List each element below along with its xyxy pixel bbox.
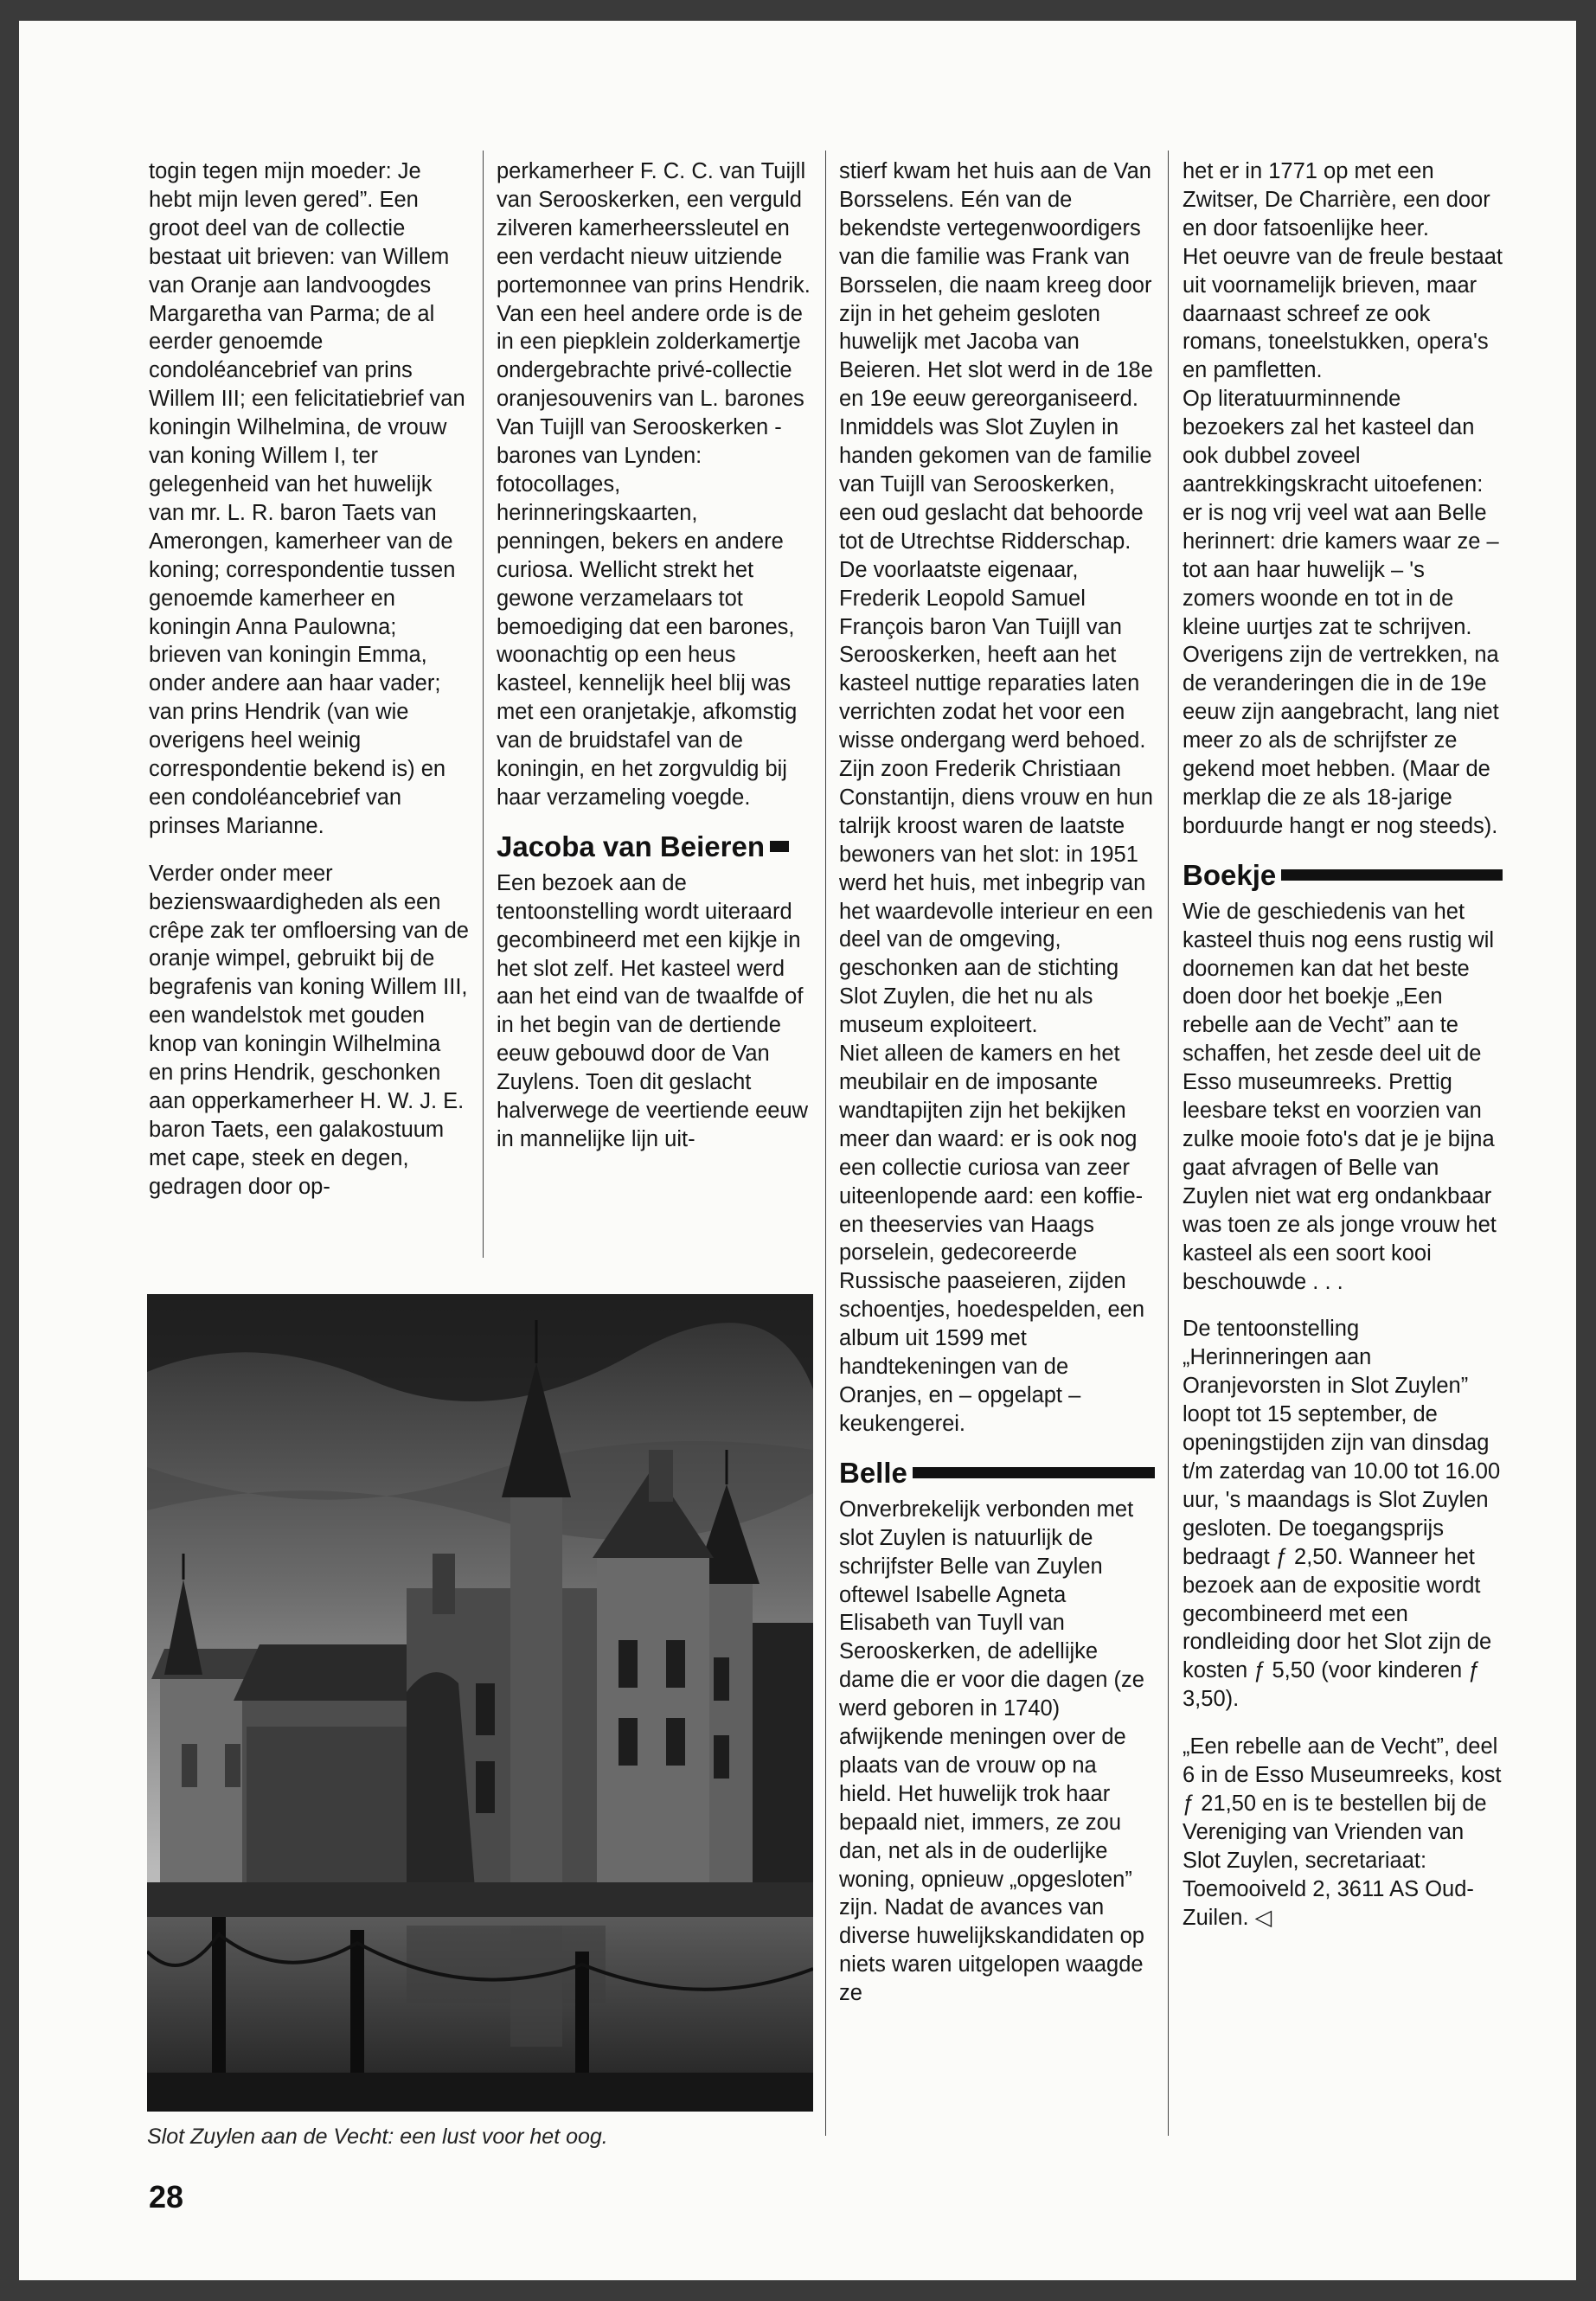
paragraph: Van een heel andere orde is de in een piepklein zolderkamertje ondergebrachte privé-collectie oranjesouvenirs van L. barones Van Tuijll van Serooskerken - barones van Lynden: fotocollages, herinneringskaarten, penningen, bekers en andere curiosa. Wellicht strekt het gewone verzamelaars tot bemoediging dat een barones, woonachtig op een heus kasteel, kennelijk heel blij was met een oranjetakje, afkomstig van de bruidstafel van de koningin, en het zorgvuldig bij haar verzameling voegde.	[497, 301, 804, 810]
page-number: 28	[149, 2179, 184, 2214]
section-heading	[1183, 858, 1503, 893]
paragraph: Het oeuvre van de freule bestaat uit voornamelijk brieven, maar daarnaast schreef ze ook romans, toneelstukken, opera's en pamfletten.	[1183, 244, 1503, 383]
column-2	[497, 157, 812, 1154]
section-heading	[839, 1456, 1155, 1490]
paragraph: Een bezoek aan de tentoonstelling wordt uiteraard gecombineerd met een kijkje in het slot zelf. Het kasteel werd aan het eind van de twaalfde of in het begin van de dertiende eeuw gebouwd door de Van Zuylens. Toen dit geslacht halverwege de veertiende eeuw in mannelijke lijn uit-	[497, 870, 809, 1151]
section-heading-text: Jacoba van Beieren	[497, 830, 765, 862]
magazine-page	[19, 21, 1576, 2280]
castle-photo	[147, 1294, 813, 2112]
paragraph: Verder onder meer bezienswaardigheden als een crêpe zak ter omfloersing van de oranje wimpel, gebruikt bij de begrafenis van koning Willem III, een wandelstok met gouden knop van koningin Wilhelmina en prins Hendrik, geschonken aan opperkamerheer H. W. J. E. baron Taets, een galakostuum met cape, steek en degen, gedragen door op-	[149, 861, 469, 1199]
column-divider	[483, 151, 484, 1258]
paragraph: „Een rebelle aan de Vecht”, deel 6 in de Esso Museumreeks, kost ƒ 21,50 en is te bestellen bij de Vereniging van Vrienden van Slot Zuylen, secretariaat: Toemooiveld 2, 3611 AS Oud-Zuilen. ◁	[1183, 1734, 1502, 1930]
section-heading	[497, 830, 812, 864]
paragraph: Wie de geschiedenis van het kasteel thuis nog eens rustig wil doornemen kan dat het beste doen door het boekje „Een rebelle aan de Vecht” aan te schaffen, het zesde deel uit de Esso museumreeks. Prettig leesbare tekst en voorzien van zulke mooie foto's dat je je bijna gaat afvragen of Belle van Zuylen niet wat erg ondankbaar was toen ze als jonge vrouw het kasteel als een soort kooi beschouwde . . .	[1183, 899, 1497, 1294]
column-divider	[1168, 151, 1169, 2136]
castle-illustration	[147, 1294, 813, 2112]
paragraph: Niet alleen de kamers en het meubilair en de imposante wandtapijten zijn het bekijken meer dan waard: er is ook nog een collectie curiosa van zeer uiteenlopende aard: een koffie- en theeservies van Haags porselein, gedecoreerde Russische paaseieren, zijden schoentjes, hoedespelden, een album uit 1599 met handtekeningen van de Oranjes, en – opgelapt – keukengerei.	[839, 1042, 1145, 1436]
heading-bar	[913, 1467, 1155, 1478]
paragraph: De tentoonstelling „Herinneringen aan Oranjevorsten in Slot Zuylen” loopt tot 15 september, de openingstijden zijn van dinsdag t/m zaterdag van 10.00 tot 16.00 uur, 's maandags is Slot Zuylen gesloten. De toegangsprijs bedraagt ƒ 2,50. Wanneer het bezoek aan de expositie wordt gecombineerd met een rondleiding door het Slot zijn de kosten ƒ 5,50 (voor kinderen ƒ 3,50).	[1183, 1317, 1501, 1712]
paragraph: togin tegen mijn moeder: Je hebt mijn leven gered”. Een groot deel van de collectie bestaat uit brieven: van Willem van Oranje aan landvoogdes Margaretha van Parma; de al eerder genoemde condoléancebrief van prins Willem III; een felicitatiebrief van koningin Wilhelmina, de vrouw van koning Willem I, ter gelegenheid van het huwelijk van mr. L. R. baron Taets van Amerongen, kamerheer van de koning; correspondentie tussen genoemde kamerheer en koningin Anna Paulowna; brieven van koningin Emma, onder andere aan haar vader; van prins Hendrik (van wie overigens heel weinig correspondentie bekend is) en een condoléancebrief van prinses Marianne.	[149, 159, 465, 838]
paragraph: perkamerheer F. C. C. van Tuijll van Serooskerken, een verguld zilveren kamerheerssleutel en een verdacht nieuw uitziende portemonnee van prins Hendrik.	[497, 159, 811, 298]
column-4	[1183, 157, 1503, 1932]
column-1	[149, 157, 469, 1202]
paragraph: het er in 1771 op met een Zwitser, De Charrière, een door en door fatsoenlijke heer.	[1183, 159, 1490, 240]
section-heading-text: Boekje	[1183, 858, 1277, 891]
heading-bar	[1281, 869, 1503, 881]
paragraph: stierf kwam het huis aan de Van Borsselens. Eén van de bekendste vertegenwoordigers van die familie was Frank van Borsselen, die naam kreeg door zijn in het geheim gesloten huwelijk met Jacoba van Beieren. Het slot werd in de 18e en 19e eeuw gereorganiseerd. Inmiddels was Slot Zuylen in handen gekomen van de familie van Tuijll van Serooskerken, een oud geslacht dat behoorde tot de Utrechtse Ridderschap. De voorlaatste eigenaar, Frederik Leopold Samuel François baron Van Tuijll van Serooskerken, heeft aan het kasteel nuttige reparaties laten verrichten zodat het voor een wisse ondergang werd behoed. Zijn zoon Frederik Christiaan Constantijn, diens vrouw en hun talrijk kroost waren de laatste bewoners van het slot: in 1951 werd het huis, met inbegrip van het waardevolle interieur en een deel van de omgeving, geschonken aan de stichting Slot Zuylen, die het nu als museum exploiteert.	[839, 159, 1153, 1038]
section-heading-text: Belle	[839, 1456, 907, 1489]
column-divider	[825, 151, 826, 2136]
heading-bar	[770, 841, 789, 852]
photo-caption: Slot Zuylen aan de Vecht: een lust voor het oog.	[147, 2125, 608, 2149]
paragraph: Onverbrekelijk verbonden met slot Zuylen is natuurlijk de schrijfster Belle van Zuylen oftewel Isabelle Agneta Elisabeth van Tuyll van Serooskerken, de adellijke dame die er voor die dagen (ze werd geboren in 1740) afwijkende meningen over de plaats van de vrouw op na hield. Het huwelijk trok haar bepaald niet, immers, ze zou dan, net als in de ouderlijke woning, opnieuw „opgesloten” zijn. Nadat de avances van diverse huwelijkskandidaten op niets waren uitgelopen waagde ze	[839, 1497, 1144, 2006]
column-3	[839, 157, 1155, 2008]
paragraph: Op literatuurminnende bezoekers zal het kasteel dan ook dubbel zoveel aantrekkingskracht uitoefenen: er is nog vrij veel wat aan Belle herinnert: drie kamers waar ze – tot aan haar huwelijk – 's zomers woonde en tot in de kleine uurtjes zat te schrijven. Overigens zijn de vertrekken, na de veranderingen die in de 19e eeuw zijn aangebracht, lang niet meer zo als de schrijfster ze gekend moet hebben. (Maar de merklap die ze als 18-jarige borduurde hangt er nog steeds).	[1183, 387, 1499, 838]
